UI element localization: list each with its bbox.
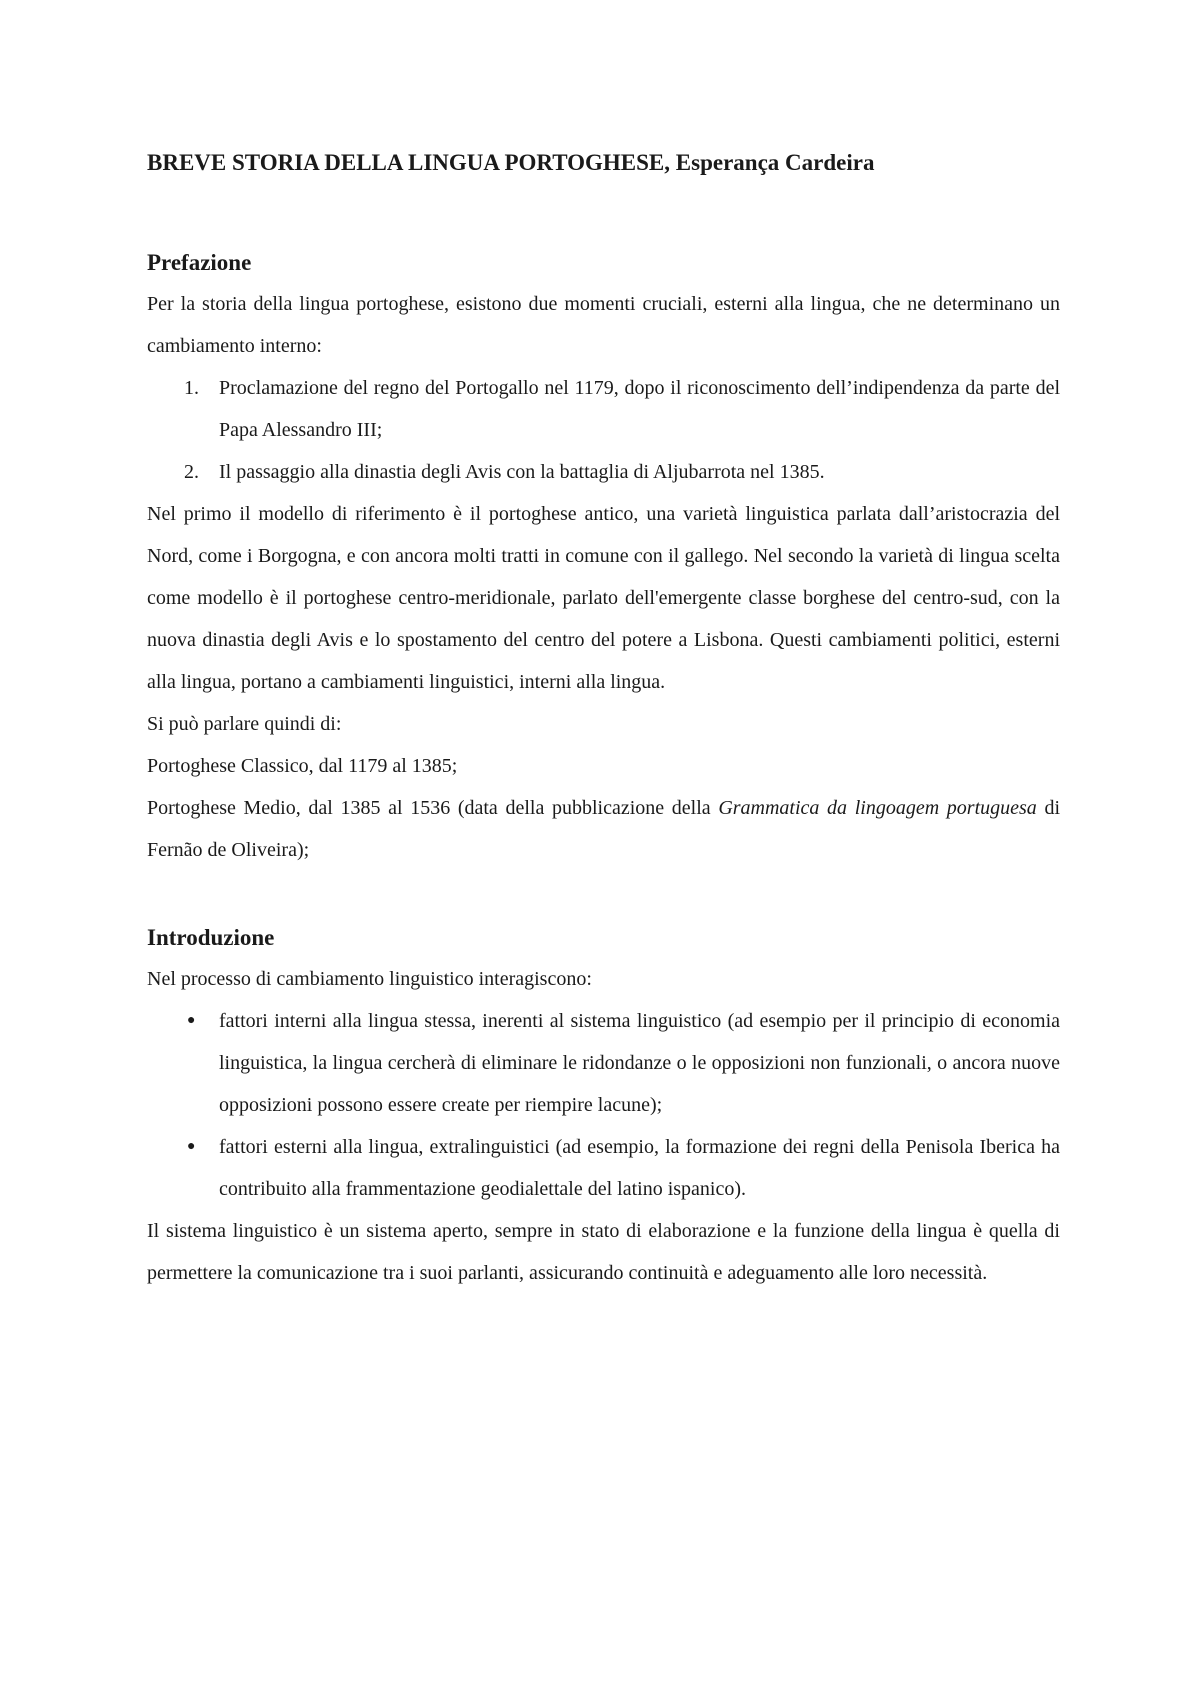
section-heading-introduzione: Introduzione (147, 925, 275, 950)
prefazione-paragraph: Nel primo il modello di riferimento è il portoghese antico, una varietà linguistica parlata dall’aristocrazia del Nord, come i Borgogna, e con ancora molti tratti in comune con il gallego. Nel secondo la varietà di lingua scelta come modello è il portoghese centro-meridionale, parlato dell'emergente classe borghese del centro-sud, con la nuova dinastia degli Avis e lo spostamento del centro del potere a Lisbona. Questi cambiamenti politici, esterni alla lingua, portano a cambiamenti linguistici, interni alla lingua. (147, 503, 1060, 693)
introduzione-bullet-list (147, 1000, 1060, 1210)
prefazione-line-medio (147, 787, 1060, 871)
list-number: 2. (184, 461, 199, 483)
list-item-text: fattori esterni alla lingua, extralinguistici (ad esempio, la formazione dei regni della Penisola Iberica ha contribuito alla frammentazione geodialettale del latino ispanico). (219, 1136, 1060, 1200)
list-item (147, 1126, 1060, 1210)
bullet-icon: ● (187, 1013, 196, 1028)
list-item-text: Proclamazione del regno del Portogallo nel 1179, dopo il riconoscimento dell’indipendenza da parte del Papa Alessandro III; (219, 377, 1060, 441)
medio-book-title: Grammatica da lingoagem portuguesa (718, 797, 1037, 819)
prefazione-line-si-puo: Si può parlare quindi di: (147, 713, 342, 735)
introduzione-paragraph: Il sistema linguistico è un sistema aperto, sempre in stato di elaborazione e la funzione della lingua è quella di permettere la comunicazione tra i suoi parlanti, assicurando continuità e adeguamento alle loro necessità. (147, 1220, 1060, 1284)
medio-text-start: Portoghese Medio, dal 1385 al 1536 (data della pubblicazione della (147, 797, 719, 819)
list-item-text: Il passaggio alla dinastia degli Avis con la battaglia di Aljubarrota nel 1385. (219, 461, 825, 483)
document-page (147, 148, 1060, 1294)
prefazione-numbered-list (147, 367, 1060, 493)
bullet-icon: ● (187, 1139, 196, 1154)
section-heading-prefazione: Prefazione (147, 250, 252, 275)
list-item (147, 1000, 1060, 1126)
introduzione-intro: Nel processo di cambiamento linguistico interagiscono: (147, 968, 592, 990)
document-title: BREVE STORIA DELLA LINGUA PORTOGHESE, Esperança Cardeira (147, 150, 875, 175)
list-number: 1. (184, 377, 199, 399)
prefazione-line-classico: Portoghese Classico, dal 1179 al 1385; (147, 755, 458, 777)
medio-text-end: di Fernão de Oliveira); (147, 797, 1060, 861)
prefazione-intro: Per la storia della lingua portoghese, esistono due momenti cruciali, esterni alla lingua, che ne determinano un cambiamento interno: (147, 293, 1060, 357)
list-item (147, 367, 1060, 451)
list-item-text: fattori interni alla lingua stessa, inerenti al sistema linguistico (ad esempio per il principio di economia linguistica, la lingua cercherà di eliminare le ridondanze o le opposizioni non funzionali, o ancora nuove opposizioni possono essere create per riempire lacune); (219, 1010, 1060, 1116)
list-item (147, 451, 1060, 493)
